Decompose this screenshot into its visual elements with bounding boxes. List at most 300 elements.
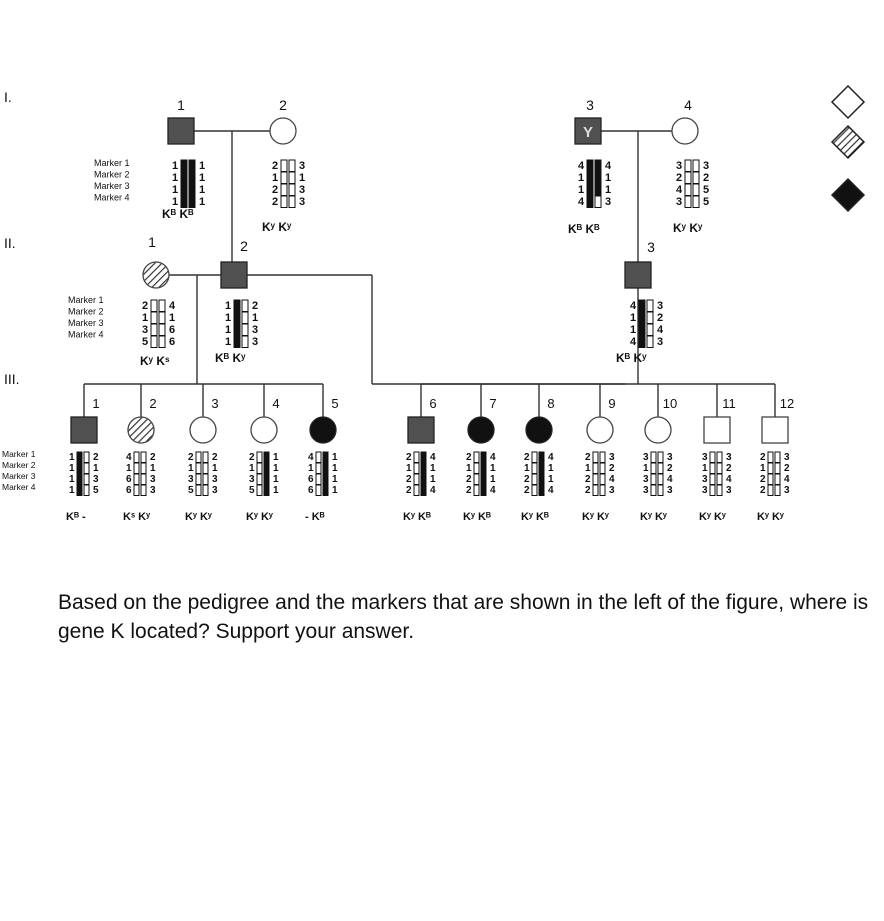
individual-iii-9-allele-left-4: 2	[585, 485, 591, 496]
individual-i-2-circle	[270, 118, 296, 144]
individual-iii-1-bar-left-2	[77, 463, 82, 474]
individual-i-3-bar-left-2	[587, 172, 593, 184]
individual-i-1-allele-right-3: 1	[199, 184, 206, 196]
individual-i-3-allele-left-3: 1	[578, 184, 585, 196]
individual-iii-3-allele-right-2: 1	[212, 463, 218, 474]
individual-iii-10-allele-right-1: 3	[667, 452, 673, 463]
individual-iii-8-allele-left-3: 2	[524, 474, 530, 485]
individual-iii-9-bar-left-2	[593, 463, 598, 474]
individual-iii-4-bar-left-4	[257, 485, 262, 496]
individual-iii-2-bar-right-3	[141, 474, 146, 485]
individual-ii-3-bar-left-2	[639, 312, 645, 324]
individual-i-4-allele-right-2: 2	[703, 172, 710, 184]
marker-label-i-4: Marker 4	[94, 192, 130, 203]
individual-iii-4-bar-left-1	[257, 452, 262, 463]
individual-iii-12-allele-left-1: 2	[760, 452, 766, 463]
individual-iii-5-allele-right-3: 1	[332, 474, 338, 485]
individual-iii-4-allele-right-3: 1	[273, 474, 279, 485]
individual-number-iii-5: 5	[331, 396, 339, 411]
individual-iii-10-bar-right-2	[658, 463, 663, 474]
individual-iii-11-bar-left-3	[710, 474, 715, 485]
individual-i-2-allele-left-3: 2	[272, 184, 279, 196]
individual-i-1-bar-right-2	[189, 172, 195, 184]
individual-iii-5-bar-right-1	[323, 452, 328, 463]
individual-i-2-bar-right-1	[289, 160, 295, 172]
individual-iii-12-bar-left-2	[768, 463, 773, 474]
individual-iii-11-allele-right-2: 2	[726, 463, 732, 474]
individual-iii-4	[251, 417, 277, 443]
genotype-iii-3: Kʸ Kʸ	[185, 511, 212, 523]
individual-iii-5-allele-left-3: 6	[308, 474, 314, 485]
individual-iii-4-markers	[249, 452, 279, 496]
individual-iii-7-allele-left-2: 1	[466, 463, 472, 474]
individual-iii-1-bar-left-4	[77, 485, 82, 496]
individual-ii-2-allele-left-2: 1	[225, 312, 232, 324]
individual-iii-10-bar-right-3	[658, 474, 663, 485]
individual-i-3-bar-right-1	[595, 160, 601, 172]
individual-iii-7-bar-right-3	[481, 474, 486, 485]
individual-ii-3-bar-left-4	[639, 336, 645, 348]
individual-iii-6-allele-left-3: 2	[406, 474, 412, 485]
individual-i-3	[575, 118, 601, 144]
individual-iii-2-bar-left-4	[134, 485, 139, 496]
individual-iii-1-bar-left-3	[77, 474, 82, 485]
legend	[832, 86, 864, 211]
individual-iii-2-allele-right-3: 3	[150, 474, 156, 485]
individual-iii-1-allele-left-1: 1	[69, 452, 75, 463]
individual-iii-2-allele-right-2: 1	[150, 463, 156, 474]
individual-iii-5-bar-right-3	[323, 474, 328, 485]
individual-iii-2-allele-left-1: 4	[126, 452, 132, 463]
individual-iii-2-bar-left-1	[134, 452, 139, 463]
individual-i-2	[270, 118, 296, 144]
individual-ii-1-bar-left-2	[151, 312, 157, 324]
individual-iii-8-bar-left-4	[532, 485, 537, 496]
marker-label-iii-1: Marker 1	[2, 449, 36, 459]
individual-ii-2-allele-right-4: 3	[252, 336, 259, 348]
individual-i-1	[168, 118, 194, 144]
individual-iii-1-allele-right-3: 3	[93, 474, 99, 485]
individual-iii-6-square	[408, 417, 434, 443]
individual-iii-8-allele-left-4: 2	[524, 485, 530, 496]
genotype-iii-4: Kʸ Kʸ	[246, 511, 273, 523]
individual-iii-9-bar-right-1	[600, 452, 605, 463]
individual-iii-10-bar-left-1	[651, 452, 656, 463]
individual-iii-5-allele-right-4: 1	[332, 485, 338, 496]
individual-ii-1-allele-left-2: 1	[142, 312, 149, 324]
genotype-i-4: Kʸ Kʸ	[673, 221, 703, 235]
individual-iii-7-allele-left-1: 2	[466, 452, 472, 463]
genotype-iii-2: Kˢ Kʸ	[123, 511, 151, 523]
individual-number-i-4: 4	[684, 97, 692, 113]
individual-iii-6-allele-left-1: 2	[406, 452, 412, 463]
individual-i-1-allele-left-1: 1	[172, 160, 179, 172]
individual-i-2-bar-right-2	[289, 172, 295, 184]
individual-iii-7-bar-right-1	[481, 452, 486, 463]
individual-iii-2-allele-right-4: 3	[150, 485, 156, 496]
individual-iii-6-bar-left-1	[414, 452, 419, 463]
individual-ii-3-bar-right-3	[647, 324, 653, 336]
individual-iii-1-allele-left-2: 1	[69, 463, 75, 474]
individual-iii-4-bar-right-3	[264, 474, 269, 485]
individual-ii-1-allele-right-4: 6	[169, 336, 176, 348]
genotype-i-1: Kᴮ Kᴮ	[162, 207, 194, 221]
individual-iii-11-bar-right-4	[717, 485, 722, 496]
individual-ii-3-allele-left-3: 1	[630, 324, 637, 336]
individual-i-3-allele-right-2: 1	[605, 172, 612, 184]
marker-label-i-2: Marker 2	[94, 169, 130, 180]
individual-ii-2-allele-right-3: 3	[252, 324, 259, 336]
individual-ii-3-allele-right-1: 3	[657, 300, 664, 312]
individual-iii-8-allele-right-3: 1	[548, 474, 554, 485]
individual-i-1-allele-left-4: 1	[172, 196, 179, 208]
individual-iii-12-square	[762, 417, 788, 443]
individual-iii-1-allele-right-2: 1	[93, 463, 99, 474]
individual-iii-12-allele-left-3: 2	[760, 474, 766, 485]
individual-iii-4-allele-left-2: 1	[249, 463, 255, 474]
individual-iii-11-bar-right-1	[717, 452, 722, 463]
individual-ii-1-allele-left-1: 2	[142, 300, 149, 312]
individual-number-iii-8: 8	[547, 396, 555, 411]
individual-i-2-bar-left-3	[281, 184, 287, 196]
individual-iii-12-bar-left-1	[768, 452, 773, 463]
individual-iii-9-allele-right-1: 3	[609, 452, 615, 463]
marker-label-ii-3: Marker 3	[68, 318, 104, 328]
individual-iii-12-bar-left-4	[768, 485, 773, 496]
genotype-iii-7: Kʸ Kᴮ	[463, 511, 491, 523]
individual-i-4-bar-left-3	[685, 184, 691, 196]
individual-iii-8-bar-left-3	[532, 474, 537, 485]
individual-iii-12-allele-right-1: 3	[784, 452, 790, 463]
individual-ii-2	[221, 262, 247, 288]
individual-iii-10-allele-left-4: 3	[643, 485, 649, 496]
individual-i-4-allele-left-4: 3	[676, 196, 683, 208]
individual-iii-2-allele-right-1: 2	[150, 452, 156, 463]
individual-iii-8-allele-left-1: 2	[524, 452, 530, 463]
individual-number-iii-7: 7	[489, 396, 497, 411]
individual-ii-2-markers	[225, 300, 258, 348]
individual-number-iii-2: 2	[149, 396, 157, 411]
individual-iii-5-bar-right-4	[323, 485, 328, 496]
individual-ii-2-allele-right-2: 1	[252, 312, 259, 324]
individual-iii-8-bar-right-1	[539, 452, 544, 463]
individual-ii-3-allele-right-3: 4	[657, 324, 664, 336]
individual-ii-1-allele-right-2: 1	[169, 312, 176, 324]
individual-ii-3-allele-left-1: 4	[630, 300, 637, 312]
individual-ii-1-bar-left-4	[151, 336, 157, 348]
individual-iii-8-allele-left-2: 1	[524, 463, 530, 474]
individual-iii-6-allele-right-4: 4	[430, 485, 436, 496]
individual-i-3-allele-right-3: 1	[605, 184, 612, 196]
individual-iii-4-allele-right-1: 1	[273, 452, 279, 463]
individual-i-1-allele-left-3: 1	[172, 184, 179, 196]
individual-ii-2-bar-right-3	[242, 324, 248, 336]
individual-ii-2-allele-left-4: 1	[225, 336, 232, 348]
individual-iii-1-bar-left-1	[77, 452, 82, 463]
individual-iii-4-bar-left-3	[257, 474, 262, 485]
individual-iii-4-bar-left-2	[257, 463, 262, 474]
individual-iii-1-bar-right-3	[84, 474, 89, 485]
individual-ii-3-allele-right-4: 3	[657, 336, 664, 348]
individual-ii-1-allele-left-3: 3	[142, 324, 149, 336]
individual-iii-9-allele-right-4: 3	[609, 485, 615, 496]
individual-i-3-allele-right-1: 4	[605, 160, 612, 172]
individual-iii-11-markers	[702, 452, 732, 496]
individual-ii-2-bar-left-3	[234, 324, 240, 336]
generation-label-1: I.	[4, 89, 12, 105]
individual-ii-3	[625, 262, 651, 288]
individual-ii-1-allele-right-3: 6	[169, 324, 176, 336]
individual-iii-7-allele-left-4: 2	[466, 485, 472, 496]
individual-i-4-allele-left-3: 4	[676, 184, 683, 196]
individual-iii-2-allele-left-2: 1	[126, 463, 132, 474]
individual-iii-4-circle	[251, 417, 277, 443]
individual-i-4-bar-right-1	[693, 160, 699, 172]
individual-iii-5-allele-right-2: 1	[332, 463, 338, 474]
individual-i-2-allele-right-2: 1	[299, 172, 306, 184]
individual-iii-10-bar-left-2	[651, 463, 656, 474]
individual-iii-2-markers	[126, 452, 156, 496]
individual-i-3-bar-right-3	[595, 184, 601, 196]
marker-label-iii-3: Marker 3	[2, 471, 36, 481]
individual-i-3-bar-left-1	[587, 160, 593, 172]
individual-iii-11-allele-right-1: 3	[726, 452, 732, 463]
individual-iii-10-allele-left-3: 3	[643, 474, 649, 485]
individual-i-1-bar-right-1	[189, 160, 195, 172]
individual-iii-12-allele-left-2: 1	[760, 463, 766, 474]
individual-iii-2-allele-left-3: 6	[126, 474, 132, 485]
genotype-ii-2: Kᴮ Kʸ	[215, 351, 246, 365]
individual-iii-7-allele-right-1: 4	[490, 452, 496, 463]
individual-i-3-bar-left-3	[587, 184, 593, 196]
genotype-iii-6: Kʸ Kᴮ	[403, 511, 431, 523]
individual-iii-10-allele-right-3: 4	[667, 474, 673, 485]
individual-iii-11-allele-left-4: 3	[702, 485, 708, 496]
individual-iii-1	[71, 417, 97, 443]
individual-iii-10-bar-left-4	[651, 485, 656, 496]
individual-iii-7-circle	[468, 417, 494, 443]
individual-iii-1-bar-right-2	[84, 463, 89, 474]
individual-i-3-bar-right-4	[595, 196, 601, 208]
legend-diamond-hatched	[832, 126, 864, 158]
individual-iii-3-allele-right-4: 3	[212, 485, 218, 496]
individual-i-3-allele-left-1: 4	[578, 160, 585, 172]
individual-iii-6-bar-right-2	[421, 463, 426, 474]
individual-i-2-allele-right-4: 3	[299, 196, 306, 208]
genotype-ii-3: Kᴮ Kʸ	[616, 351, 647, 365]
individual-iii-6-allele-right-2: 1	[430, 463, 436, 474]
individual-iii-10-allele-left-1: 3	[643, 452, 649, 463]
individual-ii-1-bar-right-1	[159, 300, 165, 312]
individual-iii-1-allele-left-3: 1	[69, 474, 75, 485]
individual-iii-10-bar-right-1	[658, 452, 663, 463]
individual-iii-7-bar-left-1	[474, 452, 479, 463]
individual-iii-3-bar-right-2	[203, 463, 208, 474]
individual-i-3-bar-right-2	[595, 172, 601, 184]
individual-iii-2-bar-left-2	[134, 463, 139, 474]
individual-iii-12-bar-left-3	[768, 474, 773, 485]
individual-ii-1-bar-right-3	[159, 324, 165, 336]
individual-i-2-bar-left-4	[281, 196, 287, 208]
generation-label-2: II.	[4, 235, 16, 251]
pedigree-individuals	[2, 97, 794, 523]
marker-label-ii-1: Marker 1	[68, 295, 104, 305]
generation-labels	[4, 89, 20, 387]
individual-iii-6-allele-right-3: 1	[430, 474, 436, 485]
genotype-i-3: Kᴮ Kᴮ	[568, 222, 600, 236]
individual-i-3-allele-left-2: 1	[578, 172, 585, 184]
individual-i-2-allele-right-3: 3	[299, 184, 306, 196]
individual-number-iii-12: 12	[779, 396, 795, 411]
legend-diamond-none	[832, 86, 864, 118]
individual-ii-3-square	[625, 262, 651, 288]
individual-iii-10-bar-left-3	[651, 474, 656, 485]
individual-iii-9-bar-right-3	[600, 474, 605, 485]
individual-iii-5-allele-left-4: 6	[308, 485, 314, 496]
individual-i-3-allele-right-4: 3	[605, 196, 612, 208]
individual-iii-9-bar-left-3	[593, 474, 598, 485]
individual-ii-1-circle	[143, 262, 169, 288]
individual-iii-1-square	[71, 417, 97, 443]
individual-number-iii-3: 3	[211, 396, 219, 411]
individual-iii-5-allele-left-1: 4	[308, 452, 314, 463]
individual-i-3-markers	[578, 160, 612, 208]
individual-iii-8-bar-right-3	[539, 474, 544, 485]
individual-iii-12-allele-left-4: 2	[760, 485, 766, 496]
genotype-i-2: Kʸ Kʸ	[262, 220, 292, 234]
individual-iii-9-allele-left-2: 1	[585, 463, 591, 474]
individual-iii-10-allele-right-2: 2	[667, 463, 673, 474]
individual-iii-11-allele-right-4: 3	[726, 485, 732, 496]
individual-iii-7-markers	[466, 452, 496, 496]
individual-iii-3-bar-left-2	[196, 463, 201, 474]
individual-i-3-bar-left-4	[587, 196, 593, 208]
individual-i-1-allele-right-1: 1	[199, 160, 206, 172]
individual-iii-9-circle	[587, 417, 613, 443]
individual-iii-1-bar-right-1	[84, 452, 89, 463]
genotype-iii-11: Kʸ Kʸ	[699, 511, 726, 523]
individual-iii-4-bar-right-4	[264, 485, 269, 496]
individual-iii-11	[704, 417, 730, 443]
individual-ii-1-allele-right-1: 4	[169, 300, 176, 312]
individual-iii-8-markers	[524, 452, 554, 496]
individual-iii-7-bar-left-4	[474, 485, 479, 496]
individual-ii-2-allele-left-1: 1	[225, 300, 232, 312]
individual-iii-7-bar-right-2	[481, 463, 486, 474]
individual-ii-3-allele-right-2: 2	[657, 312, 664, 324]
individual-i-2-allele-left-2: 1	[272, 172, 279, 184]
individual-i-1-bar-right-3	[189, 184, 195, 196]
individual-i-3-allele-left-4: 4	[578, 196, 585, 208]
individual-i-4-bar-left-1	[685, 160, 691, 172]
individual-iii-5-allele-left-2: 1	[308, 463, 314, 474]
individual-iii-3-allele-left-3: 3	[188, 474, 194, 485]
individual-iii-11-allele-right-3: 4	[726, 474, 732, 485]
individual-iii-7-bar-right-4	[481, 485, 486, 496]
individual-iii-8-allele-right-1: 4	[548, 452, 554, 463]
individual-iii-11-square	[704, 417, 730, 443]
individual-iii-8-circle	[526, 417, 552, 443]
individual-ii-3-bar-right-2	[647, 312, 653, 324]
individual-ii-3-bar-right-4	[647, 336, 653, 348]
individual-i-1-bar-left-2	[181, 172, 187, 184]
marker-label-iii-2: Marker 2	[2, 460, 36, 470]
individual-i-1-allele-right-4: 1	[199, 196, 206, 208]
individual-i-4-bar-right-4	[693, 196, 699, 208]
genotype-iii-12: Kʸ Kʸ	[757, 511, 784, 523]
individual-iii-1-markers	[69, 452, 99, 496]
individual-iii-3-allele-right-3: 3	[212, 474, 218, 485]
individual-iii-4-allele-right-4: 1	[273, 485, 279, 496]
individual-iii-11-allele-left-1: 3	[702, 452, 708, 463]
individual-i-1-bar-left-3	[181, 184, 187, 196]
individual-iii-7-allele-left-3: 2	[466, 474, 472, 485]
individual-iii-2	[128, 417, 154, 443]
individual-ii-3-allele-left-2: 1	[630, 312, 637, 324]
individual-iii-5-allele-right-1: 1	[332, 452, 338, 463]
individual-number-i-1: 1	[177, 97, 185, 113]
individual-iii-2-bar-right-2	[141, 463, 146, 474]
individual-iii-10-allele-left-2: 1	[643, 463, 649, 474]
individual-iii-11-bar-right-2	[717, 463, 722, 474]
individual-i-4-allele-right-4: 5	[703, 196, 710, 208]
individual-number-iii-6: 6	[429, 396, 437, 411]
individual-i-4-allele-right-3: 5	[703, 184, 710, 196]
individual-i-2-allele-left-4: 2	[272, 196, 279, 208]
individual-iii-6-allele-right-1: 4	[430, 452, 436, 463]
individual-iii-12-allele-right-2: 2	[784, 463, 790, 474]
individual-iii-6-bar-right-1	[421, 452, 426, 463]
individual-iii-8-allele-right-4: 4	[548, 485, 554, 496]
individual-number-i-3: 3	[586, 97, 594, 113]
individual-iii-5-circle	[310, 417, 336, 443]
individual-iii-3-allele-left-1: 2	[188, 452, 194, 463]
individual-iii-8-bar-left-1	[532, 452, 537, 463]
individual-iii-6-bar-right-3	[421, 474, 426, 485]
individual-iii-9-markers	[585, 452, 615, 496]
individual-ii-2-bar-left-2	[234, 312, 240, 324]
individual-iii-3-bar-left-1	[196, 452, 201, 463]
individual-i-4-circle	[672, 118, 698, 144]
individual-iii-10-bar-right-4	[658, 485, 663, 496]
individual-i-4-bar-right-2	[693, 172, 699, 184]
individual-number-ii-3: 3	[647, 239, 655, 255]
individual-iii-3	[190, 417, 216, 443]
individual-iii-7-allele-right-2: 1	[490, 463, 496, 474]
individual-i-2-bar-right-3	[289, 184, 295, 196]
individual-iii-9	[587, 417, 613, 443]
individual-ii-2-bar-left-4	[234, 336, 240, 348]
individual-iii-3-circle	[190, 417, 216, 443]
question-text: Based on the pedigree and the markers that are shown in the left of the figure, where is gene K located? Support your answer.	[58, 591, 869, 643]
individual-iii-9-bar-right-4	[600, 485, 605, 496]
marker-label-iii-4: Marker 4	[2, 482, 36, 492]
individual-ii-3-markers	[630, 300, 664, 348]
individual-iii-3-bar-right-3	[203, 474, 208, 485]
individual-ii-1	[143, 262, 169, 288]
individual-ii-1-markers	[142, 300, 176, 348]
individual-ii-2-bar-left-1	[234, 300, 240, 312]
individual-iii-10-circle	[645, 417, 671, 443]
individual-ii-3-bar-left-1	[639, 300, 645, 312]
individual-i-2-bar-left-2	[281, 172, 287, 184]
individual-i-1-markers	[172, 160, 205, 208]
individual-iii-3-allele-right-1: 2	[212, 452, 218, 463]
individual-ii-2-allele-right-1: 2	[252, 300, 259, 312]
individual-iii-3-bar-left-4	[196, 485, 201, 496]
individual-iii-5-bar-left-2	[316, 463, 321, 474]
individual-number-iii-1: 1	[92, 396, 100, 411]
